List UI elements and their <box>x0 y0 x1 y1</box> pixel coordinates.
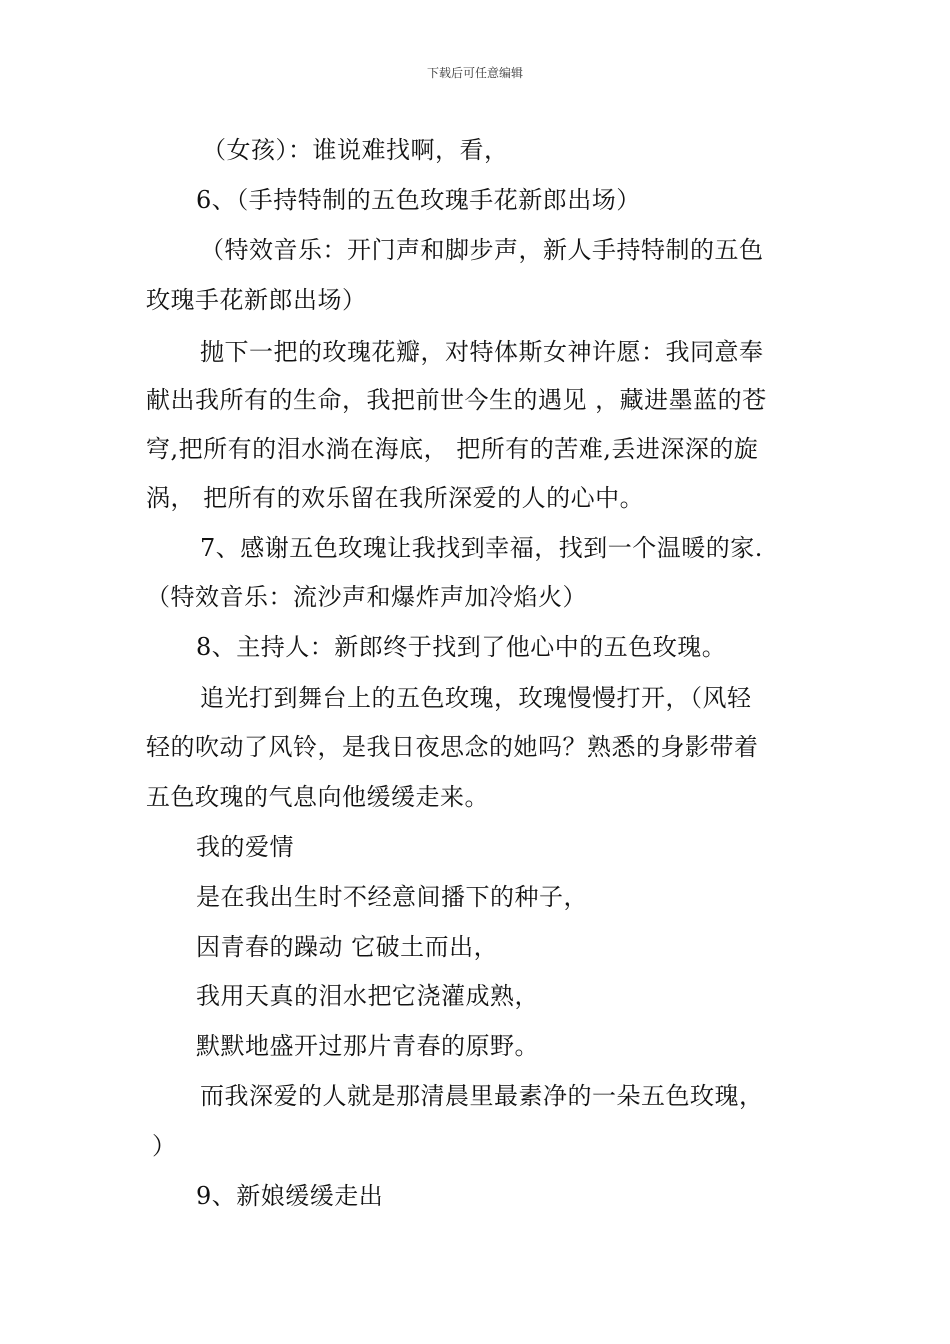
text-line: 抛下一把的玫瑰花瓣，对特体斯女神许愿：我同意奉 <box>200 338 764 366</box>
text-line: 默默地盛开过那片青春的原野。 <box>196 1032 539 1060</box>
text-line: 因青春的躁动 它破土而出， <box>196 933 499 961</box>
text-line: 我用天真的泪水把它浇灌成熟， <box>196 982 539 1010</box>
text-line: 五色玫瑰的气息向他缓缓走来。 <box>146 783 489 811</box>
text-line: （特效音乐：流沙声和爆炸声加冷焰火） <box>146 583 587 611</box>
text-line: （女孩）：谁说难找啊，看， <box>202 136 509 164</box>
text-line: 6、（手持特制的五色玫瑰手花新郎出场） <box>196 186 641 214</box>
text-line: 我的爱情 <box>196 833 294 861</box>
page-header: 下载后可任意编辑 <box>426 66 523 80</box>
text-line: 献出我所有的生命，我把前世今生的遇见 ，藏进墨蓝的苍 <box>146 386 767 414</box>
text-line: 涡， 把所有的欢乐留在我所深爱的人的心中。 <box>146 484 645 512</box>
text-line: 而我深爱的人就是那清晨里最素净的一朵五色玫瑰， <box>200 1082 764 1110</box>
text-line: 8、主持人：新郎终于找到了他心中的五色玫瑰。 <box>196 633 727 661</box>
text-line: ） <box>152 1132 177 1160</box>
text-line: 穹,把所有的泪水淌在海底， 把所有的苦难,丢进深深的旋 <box>146 435 759 463</box>
text-line: 轻的吹动了风铃，是我日夜思念的她吗？熟悉的身影带着 <box>146 733 759 761</box>
text-line: 9、新娘缓缓走出 <box>196 1182 384 1210</box>
text-line: 是在我出生时不经意间播下的种子， <box>196 883 588 911</box>
text-line: （特效音乐：开门声和脚步声，新人手持特制的五色 <box>200 236 764 264</box>
text-line: 7、感谢五色玫瑰让我找到幸福，找到一个温暖的家. <box>200 534 763 562</box>
text-line: 追光打到舞台上的五色玫瑰，玫瑰慢慢打开，（风轻 <box>200 684 752 712</box>
text-line: 玫瑰手花新郎出场） <box>146 286 367 314</box>
